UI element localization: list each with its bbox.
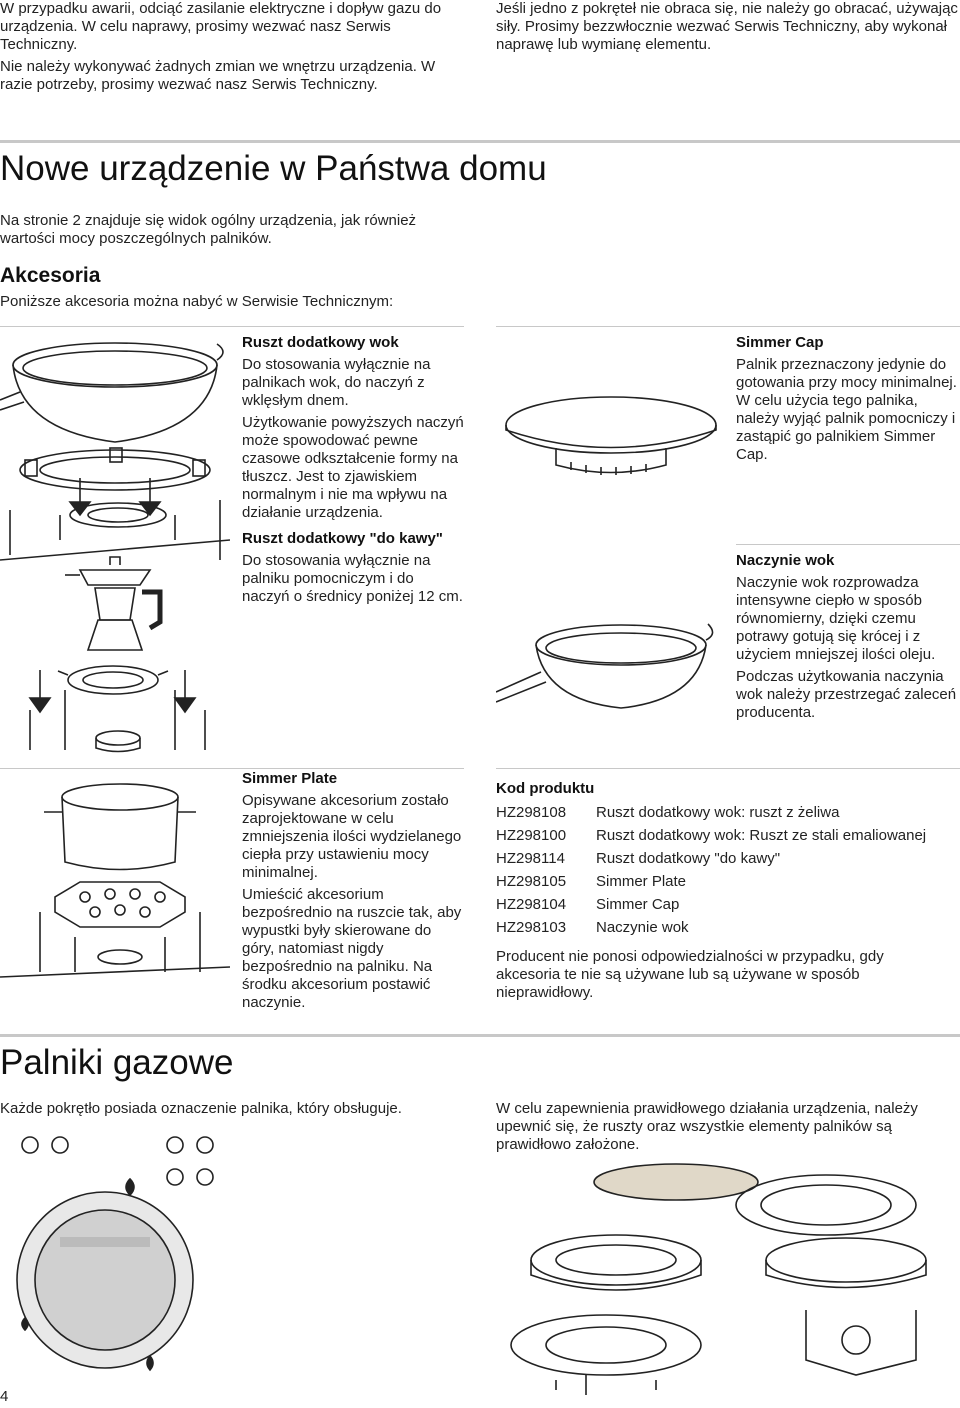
simmer-plate-p1: Opisywane akcesorium zostało zaprojektowane w celu zmniejszenia ilości wydzielanego ciepła przy ustawieniu mocy minimalnej. bbox=[242, 792, 462, 881]
wok-grid-text bbox=[242, 334, 464, 606]
simmer-plate-text bbox=[242, 770, 464, 1012]
page-number: 4 bbox=[0, 1388, 9, 1405]
section-title: Nowe urządzenie w Państwa domu bbox=[0, 149, 547, 188]
product-code: HZ298108 bbox=[496, 804, 567, 821]
row-rule bbox=[736, 544, 960, 545]
wok-pan-illustration bbox=[496, 560, 726, 730]
product-name: Naczynie wok bbox=[596, 919, 689, 936]
simmer-cap-p1: Palnik przeznaczony jedynie do gotowania przy mocy minimalnej. W celu użycia tego palnika, należy wyjąć palnik pomocniczy i zastąpić go palnikiem Simmer Cap. bbox=[736, 356, 957, 463]
accessories-intro: Poniższe akcesoria można nabyć w Serwisie Technicznym: bbox=[0, 293, 394, 310]
product-code: HZ298105 bbox=[496, 873, 567, 890]
wok-grid-illustration bbox=[0, 330, 230, 760]
simmer-plate-title: Simmer Plate bbox=[242, 770, 338, 787]
product-name: Ruszt dodatkowy "do kawy" bbox=[596, 850, 781, 867]
table-row bbox=[496, 850, 926, 873]
product-name: Simmer Cap bbox=[596, 896, 680, 913]
coffee-grid-title: Ruszt dodatkowy "do kawy" bbox=[242, 530, 443, 547]
product-code: HZ298104 bbox=[496, 896, 567, 913]
wok-pan-p1: Naczynie wok rozprowadza intensywne ciepło w sposób równomierny, dzięki czemu potrawy gotują się krócej i z użyciem mniejszej ilości oleju. bbox=[736, 574, 936, 663]
simmer-cap-title: Simmer Cap bbox=[736, 334, 824, 351]
row-rule bbox=[0, 768, 464, 769]
section-rule bbox=[0, 1034, 960, 1037]
burner-illustration bbox=[496, 1160, 936, 1400]
row-rule bbox=[0, 326, 464, 327]
product-codes-title: Kod produktu bbox=[496, 780, 595, 797]
gas-burners-title: Palniki gazowe bbox=[0, 1043, 234, 1082]
table-row bbox=[496, 919, 926, 942]
wok-pan-p2: Podczas użytkowania naczynia wok należy przestrzegać zaleceń producenta. bbox=[736, 668, 957, 721]
product-codes bbox=[496, 780, 960, 1002]
table-row bbox=[496, 804, 926, 827]
product-codes-table bbox=[496, 804, 926, 942]
knob-note: Jeśli jedno z pokręteł nie obraca się, nie należy go obracać, używając siły. Prosimy bezzwłocznie wezwać Serwis Techniczny, aby wykonał naprawę lub wymianę elementu. bbox=[496, 0, 958, 53]
table-row bbox=[496, 873, 926, 896]
product-code: HZ298114 bbox=[496, 850, 565, 867]
simmer-cap-text bbox=[736, 334, 960, 464]
disclaimer: Producent nie ponosi odpowiedzialności w przypadku, gdy akcesoria te nie są używane lub są używane w sposób nieprawidłowy. bbox=[496, 948, 884, 1001]
product-code: HZ298100 bbox=[496, 827, 567, 844]
knob-marking-note: Każde pokrętło posiada oznaczenie palnika, który obsługuje. bbox=[0, 1100, 402, 1117]
section-rule bbox=[0, 140, 960, 143]
table-row bbox=[496, 896, 926, 919]
top-left-block bbox=[0, 0, 470, 94]
wok-pan-title: Naczynie wok bbox=[736, 552, 835, 569]
product-name: Ruszt dodatkowy wok: ruszt z żeliwa bbox=[596, 804, 840, 821]
wok-grid-p2: Użytkowanie powyższych naczyń może spowodować pewne czasowe odkształcenie formy na tłuszcz. Jest to zjawiskiem normalnym i nie ma wpływu na działanie urządzenia. bbox=[242, 414, 464, 521]
wok-pan-text bbox=[736, 552, 960, 722]
no-changes-note: Nie należy wykonywać żadnych zmian we wnętrzu urządzenia. W razie potrzeby, prosimy wezwać nasz Serwis Techniczny. bbox=[0, 58, 436, 93]
wok-grid-p1: Do stosowania wyłącznie na palnikach wok, do naczyń z wklęsłym dnem. bbox=[242, 356, 431, 409]
top-right-block bbox=[496, 0, 958, 54]
product-name: Ruszt dodatkowy wok: Ruszt ze stali emaliowanej bbox=[596, 827, 927, 844]
burner-install-note: W celu zapewnienia prawidłowego działania urządzenia, należy upewnić się, że ruszty oraz wszystkie elementy palników są prawidłowo założone. bbox=[496, 1100, 918, 1153]
simmer-plate-p2: Umieścić akcesorium bezpośrednio na ruszcie tak, aby wypustki były skierowane do góry, natomiast nigdy bezpośrednio na palniku. Na środku akcesorium postawić naczynie. bbox=[242, 886, 462, 1011]
section-intro: Na stronie 2 znajduje się widok ogólny urządzenia, jak również wartości mocy poszczególnych palników. bbox=[0, 212, 417, 247]
failure-note: W przypadku awarii, odciąć zasilanie elektryczne i dopływ gazu do urządzenia. W celu naprawy, prosimy wezwać nasz Serwis Techniczny. bbox=[0, 0, 442, 53]
row-rule bbox=[496, 326, 960, 327]
product-name: Simmer Plate bbox=[596, 873, 687, 890]
knob-illustration bbox=[0, 1130, 240, 1390]
coffee-grid-p1: Do stosowania wyłącznie na palniku pomocniczym i do naczyń o średnicy poniżej 12 cm. bbox=[242, 552, 463, 605]
simmer-cap-illustration bbox=[496, 330, 726, 520]
accessories-title: Akcesoria bbox=[0, 264, 101, 287]
product-code: HZ298103 bbox=[496, 919, 567, 936]
simmer-plate-illustration bbox=[0, 772, 230, 982]
wok-grid-title: Ruszt dodatkowy wok bbox=[242, 334, 399, 351]
table-row bbox=[496, 827, 926, 850]
row-rule bbox=[496, 768, 960, 769]
